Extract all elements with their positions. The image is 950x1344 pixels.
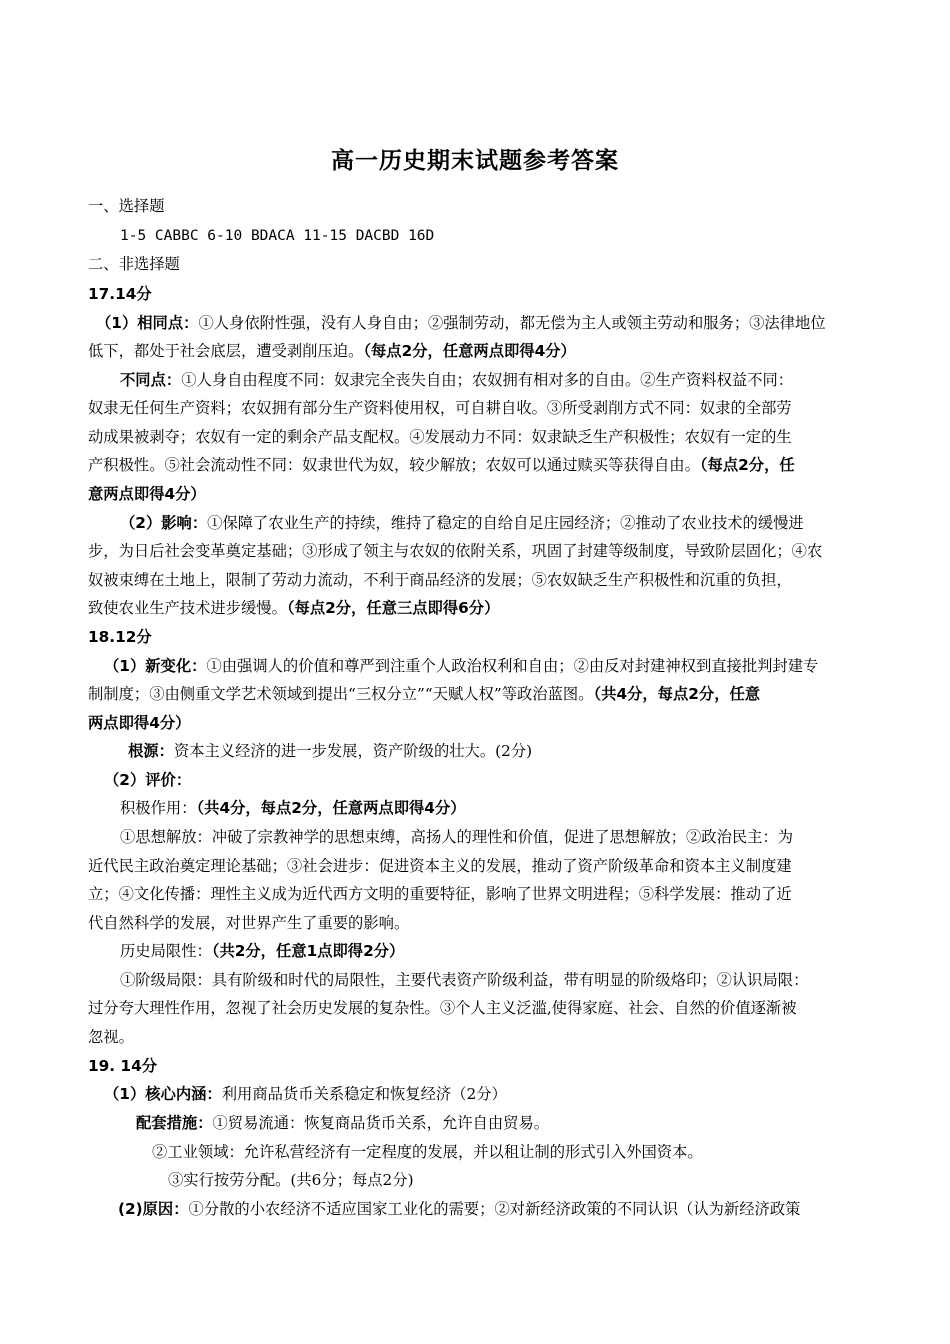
q18-root-label: 根源：: [128, 742, 174, 760]
q19-measure-3: ③实行按劳分配。(共6分；每点2分): [168, 1171, 414, 1189]
q17-differences-text-cont: 产积极性。⑤社会流动性不同：奴隶世代为奴，较少解放；农奴可以通过赎买等获得自由。: [88, 456, 700, 474]
q19-measure-1: ①贸易流通：恢复商品货币关系，允许自由贸易。: [212, 1114, 550, 1132]
q17-differences-text: ①人身自由程度不同：奴隶完全丧失自由；农奴拥有相对多的自由。②生产资料权益不同：: [181, 371, 794, 389]
q18-evaluation-label: （2）评价：: [104, 771, 192, 789]
q18-limitation-line3: 忽视。: [88, 1028, 134, 1046]
q17-part1-text: ①人身依附性强，没有人身自由；②强制劳动，都无偿为主人或领主劳动和服务；③法律地位: [198, 314, 826, 332]
q19-reason-text: ①分散的小农经济不适应国家工业化的需要；②对新经济政策的不同认识（认为新经济政策: [188, 1200, 801, 1218]
q19-reason-line: [118, 1199, 898, 1219]
q18-positive-label: 积极作用：: [120, 799, 197, 817]
q18-positive-line: [120, 798, 900, 818]
q18-positive-score: （共4分，每点2分，任意两点即得4分）: [196, 799, 466, 817]
q17-part1-score: （每点2分，任意两点即得4分）: [363, 342, 576, 360]
q19-core-text: 利用商品货币关系稳定和恢复经济（2分）: [221, 1085, 507, 1103]
q17-impact-line4: [88, 598, 868, 618]
question-18-heading: 18.12分: [88, 628, 152, 646]
q17-impact-text: ①保障了农业生产的持续，维持了稳定的自给自足庄园经济；②推动了农业技术的缓慢进: [207, 514, 804, 532]
q18-positive-line2: 近代民主政治奠定理论基础；③社会进步：促进资本主义的发展，推动了资产阶级革命和资本主义制度建: [88, 857, 792, 875]
q18-limitation-line1: ①阶级局限：具有阶级和时代的局限性，主要代表资产阶级利益，带有明显的阶级烙印；②认识局限：: [120, 971, 809, 989]
q18-root-text: 资本主义经济的进一步发展，资产阶级的壮大。(2分): [173, 742, 533, 760]
q18-limitation-line2: 过分夸大理性作用，忽视了社会历史发展的复杂性。③个人主义泛滥,使得家庭、社会、自然的价值逐渐被: [88, 999, 797, 1017]
choice-answers: 1-5 CABBC 6-10 BDACA 11-15 DACBD 16D: [120, 228, 435, 244]
q18-new-changes-line2: [88, 684, 868, 704]
q17-similarities-label: （1）相同点：: [96, 314, 199, 332]
q17-impact-line2: 步，为日后社会变革奠定基础；③形成了领主与农奴的依附关系，巩固了封建等级制度，导致阶层固化；④农: [88, 542, 823, 560]
section-heading-nonchoice: 二、非选择题: [88, 255, 180, 273]
q17-differences-score: （每点2分，任: [699, 456, 795, 474]
q17-differences-line3: 动成果被剥夺；农奴有一定的剩余产品支配权。④发展动力不同：奴隶缺乏生产积极性；农奴有一定的生: [88, 428, 792, 446]
q19-reason-label: (2)原因：: [118, 1200, 189, 1218]
q17-impact-score: （每点2分，任意三点即得6分）: [286, 599, 500, 617]
q18-new-changes-label: （1）新变化：: [104, 657, 207, 675]
q17-part1-line2: [88, 341, 868, 361]
q19-core-label: （1）核心内涵：: [104, 1085, 222, 1103]
q19-measure-2: ②工业领域：允许私营经济有一定程度的发展，并以租让制的形式引入外国资本。: [152, 1143, 703, 1161]
question-17-heading: 17.14分: [88, 285, 152, 303]
q18-limitation-label: 历史局限性：: [120, 942, 212, 960]
q17-impact-text-cont: 致使农业生产技术进步缓慢。: [88, 599, 287, 617]
document-title: 高一历史期末试题参考答案: [331, 148, 619, 174]
section-heading-choice: 一、选择题: [88, 197, 165, 215]
q18-limitation-line: [120, 941, 900, 961]
q17-differences-label: 不同点：: [120, 371, 182, 389]
q17-differences-line2: 奴隶无任何生产资料；农奴拥有部分生产资料使用权，可自耕自收。③所受剥削方式不同：奴隶的全部劳: [88, 399, 792, 417]
q17-impact-line3: 奴被束缚在土地上，限制了劳动力流动，不利于商品经济的发展；⑤农奴缺乏生产积极性和沉重的负担，: [88, 571, 792, 589]
q18-positive-line1: ①思想解放：冲破了宗教神学的思想束缚，高扬人的理性和价值，促进了思想解放；②政治民主：为: [120, 828, 794, 846]
q19-measures-label: 配套措施：: [136, 1114, 213, 1132]
q17-part1-text-cont: 低下，都处于社会底层，遭受剥削压迫。: [88, 342, 364, 360]
q19-measures-line: [136, 1113, 916, 1133]
q18-positive-line3: 立；④文化传播：理性主义成为近代西方文明的重要特征，影响了世界文明进程；⑤科学发展：推动了近: [88, 885, 792, 903]
q17-impact-line1: [120, 513, 900, 533]
q18-limitation-score: （共2分，任意1点即得2分）: [211, 942, 405, 960]
q17-differences-line1: [120, 370, 900, 390]
q18-new-changes-line1: [104, 656, 884, 676]
q18-new-changes-score: （共4分，每点2分，任意: [593, 685, 761, 703]
q19-core-line: [104, 1084, 884, 1104]
q17-differences-line4: [88, 455, 868, 475]
question-19-heading: 19. 14分: [88, 1057, 158, 1075]
q18-root-line: [128, 741, 908, 761]
q18-new-changes-score-cont: 两点即得4分）: [88, 714, 191, 732]
q17-differences-score-cont: 意两点即得4分）: [88, 485, 206, 503]
q18-new-changes-text: ①由强调人的价值和尊严到注重个人政治权利和自由；②由反对封建神权到直接批判封建专: [206, 657, 819, 675]
q18-positive-line4: 代自然科学的发展，对世界产生了重要的影响。: [88, 914, 410, 932]
q17-part1-line1: [96, 313, 876, 333]
q18-new-changes-text-cont: 制制度；③由侧重文学艺术领域到提出“三权分立”“天赋人权”等政治蓝图。: [88, 685, 594, 703]
q17-impact-label: （2）影响：: [120, 514, 208, 532]
